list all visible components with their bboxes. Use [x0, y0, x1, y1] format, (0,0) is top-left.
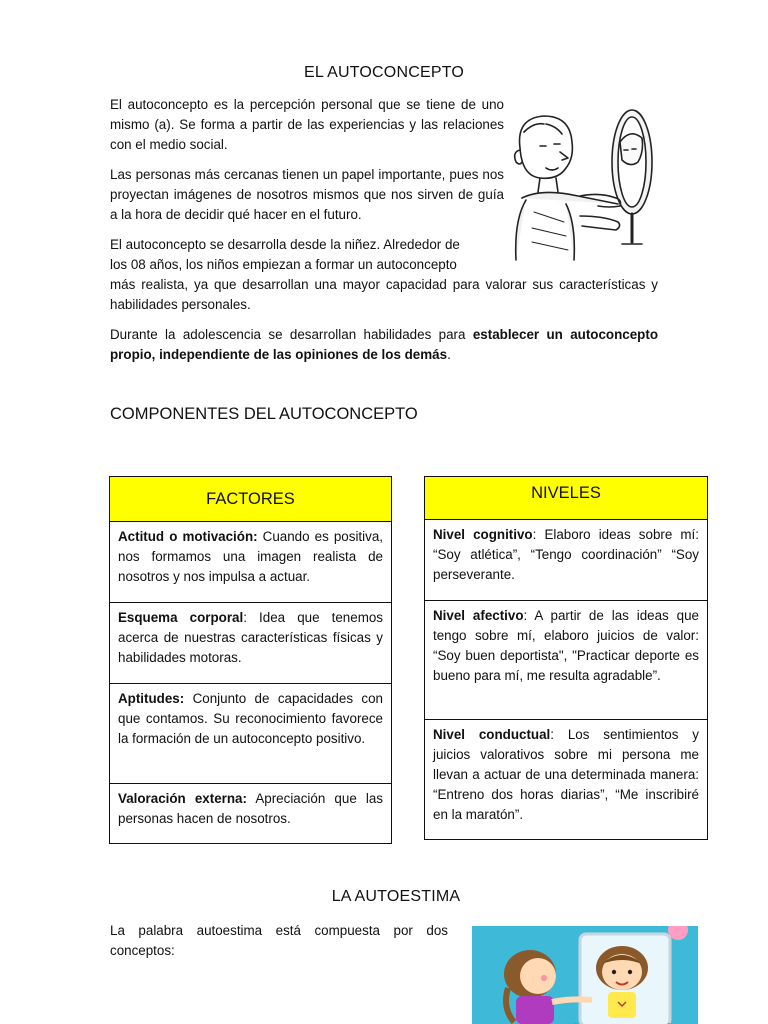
niveles-header: NIVELES [425, 477, 707, 520]
autoestima-title: LA AUTOESTIMA [331, 888, 461, 905]
intro-paragraph-3-rest: más realista, ya que desarrollan una mayor capacidad para valorar sus características y habilidades personales. [110, 277, 658, 312]
intro-paragraph-4-bold: establecer un autoconcepto propio, independiente de las opiniones de los demás [110, 327, 659, 362]
niveles-table [424, 476, 708, 840]
factores-row: Esquema corporal: Idea que tenemos acerca de nuestras características físicas y habilidades motoras. [110, 603, 391, 684]
factores-header: FACTORES [110, 477, 391, 522]
factores-table [109, 476, 392, 844]
niveles-row: Nivel cognitivo: Elaboro ideas sobre mí: “Soy atlética”, “Tengo coordinación” “Soy perseverante. [425, 520, 707, 601]
components-title: COMPONENTES DEL AUTOCONCEPTO [110, 405, 418, 423]
mirror-illustration [510, 92, 660, 264]
factores-row: Aptitudes: Conjunto de capacidades con que contamos. Su reconocimiento favorece la formación de un autoconcepto positivo. [110, 684, 391, 784]
page-title: EL AUTOCONCEPTO [303, 64, 465, 81]
intro-paragraph-1: El autoconcepto es la percepción personal que se tiene de uno mismo (a). Se forma a partir de las experiencias y las relaciones con el medio social. [110, 97, 504, 152]
niveles-row: Nivel conductual: Los sentimientos y juicios valorativos sobre mi persona me llevan a actuar de una determinada manera: “Entreno dos horas diarias”, “Me inscribiré en la maratón”. [433, 727, 699, 822]
niveles-row: Nivel afectivo: A partir de las ideas que tengo sobre mí, elaboro juicios de valor: “Soy buen deportista", "Practicar deporte es bueno para mí, me resulta agradable”. [425, 601, 707, 720]
intro-paragraph-3-line2: los 08 años, los niños empiezan a formar un autoconcepto [110, 257, 457, 272]
intro-paragraph-2: Las personas más cercanas tienen un papel importante, pues nos proyectan imágenes de nosotros mismos que nos sirven de guía a la hora de decidir qué hacer en el futuro. [110, 167, 504, 222]
intro-paragraph-3-line1: El autoconcepto se desarrolla desde la niñez. Alrededor de [110, 237, 460, 252]
factores-row: Valoración externa: Apreciación que las personas hacen de nosotros. [118, 791, 383, 826]
autoestima-paragraph: La palabra autoestima está compuesta por dos conceptos: [110, 923, 448, 958]
girl-mirror-icon [472, 926, 698, 1024]
autoestima-illustration [472, 926, 698, 1024]
intro-paragraph-4: Durante la adolescencia se desarrollan habilidades para establecer un autoconcepto propio, independiente de las opiniones de los demás. [110, 327, 659, 362]
factores-row: Actitud o motivación: Cuando es positiva, nos formamos una imagen realista de nosotros y nos impulsa a actuar. [110, 522, 391, 603]
